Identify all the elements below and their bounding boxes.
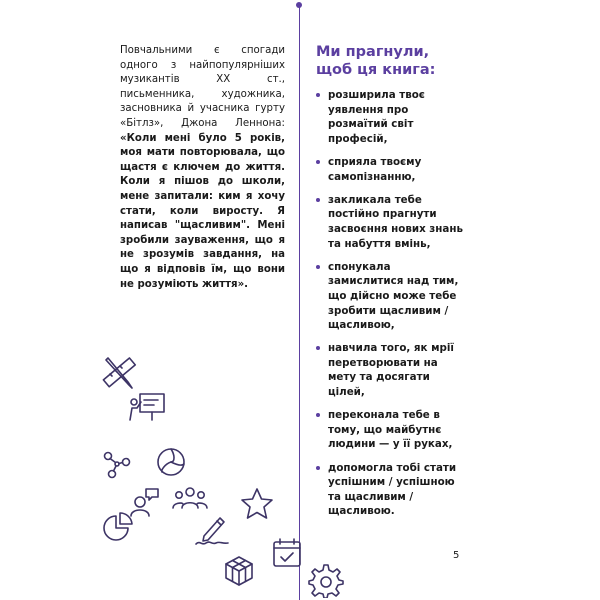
goal-item bbox=[316, 408, 464, 452]
presentation-board-icon bbox=[128, 390, 168, 424]
bullet-dot bbox=[316, 346, 320, 350]
user-chat-icon bbox=[128, 486, 162, 518]
page-number: 5 bbox=[453, 550, 460, 561]
goal-item bbox=[316, 341, 464, 399]
goal-item bbox=[316, 88, 464, 146]
calendar-check-icon bbox=[270, 536, 304, 570]
goal-text: навчила того, як мрії перетворювати на мету та досягати цілей, bbox=[328, 342, 454, 399]
network-nodes-icon bbox=[100, 448, 134, 482]
goal-item bbox=[316, 260, 464, 333]
bullet-dot bbox=[316, 466, 320, 470]
bullet-dot bbox=[316, 198, 320, 202]
cube-icon bbox=[222, 554, 256, 588]
pen-signature-icon bbox=[192, 512, 234, 548]
goal-text: переконала тебе в тому, що майбутнє людини — у її руках, bbox=[328, 409, 453, 451]
bullet-dot bbox=[316, 93, 320, 97]
goal-item bbox=[316, 461, 464, 519]
gear-icon bbox=[308, 562, 344, 598]
bullet-dot bbox=[316, 160, 320, 164]
ruler-pencil-icon bbox=[98, 352, 140, 394]
goals-list bbox=[316, 88, 464, 519]
goal-text: закликала тебе постійно прагнути засвоєння нових знань та набуття вмінь, bbox=[328, 193, 463, 250]
goal-text: спонукала замислитися над тим, що дійсно може тебе зробити щасливим / щасливою, bbox=[328, 260, 459, 332]
bullet-dot bbox=[316, 265, 320, 269]
left-column-text bbox=[120, 44, 285, 292]
star-icon bbox=[238, 486, 276, 522]
goal-item bbox=[316, 155, 464, 184]
column-divider bbox=[299, 6, 300, 600]
lennon-quote: «Коли мені було 5 років, моя мати повторювала, що щастя є ключем до життя. Коли я пішов до школи, мене запитали: ким я хочу стати, коли виросту. Я написав "щасливим". Мені зробили зауваження, що я не зрозумів завдання, на що я відповів їм, що вони не розуміють життя». bbox=[120, 132, 285, 290]
goals-column bbox=[316, 44, 464, 528]
people-group-icon bbox=[170, 484, 210, 514]
goal-item bbox=[316, 193, 464, 251]
goal-text: розширила твоє уявлення про розмаїтий світ професій, bbox=[328, 89, 425, 145]
goals-title: Ми прагнули, щоб ця книга: bbox=[316, 44, 436, 78]
bullet-dot bbox=[316, 413, 320, 417]
volleyball-icon bbox=[155, 446, 187, 478]
goal-text: допомогла тобі стати успішним / успішною та щасливим / щасливою. bbox=[328, 461, 457, 518]
goal-text: сприяла твоєму самопізнанню, bbox=[328, 155, 422, 183]
intro-text: Повчальними є спогади одного з найпопулярніших музикантів XX ст., письменника, художника, засновника й учасника гурту «Бітлз», Джона Леннона: bbox=[120, 45, 285, 129]
intro-paragraph bbox=[120, 44, 285, 292]
